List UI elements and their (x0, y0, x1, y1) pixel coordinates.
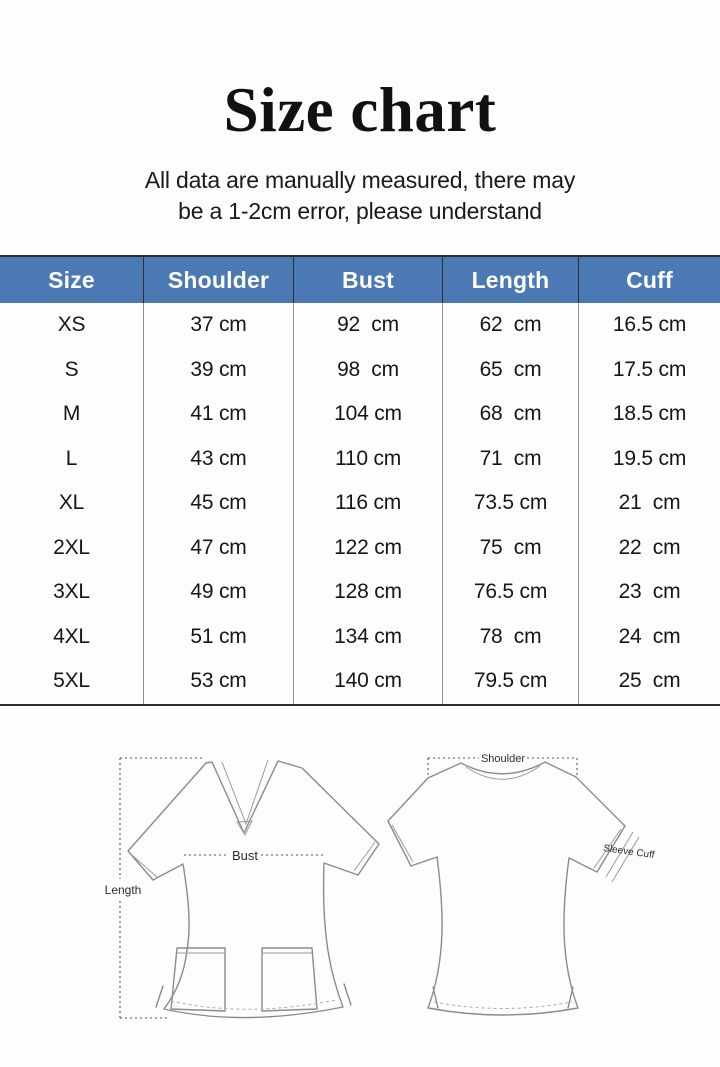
cell-length: 76.5 cm (442, 570, 578, 615)
cell-size: XL (58, 491, 85, 515)
cell-cuff: 18.5 cm (578, 392, 720, 437)
cell-shoulder: 41 cm (143, 392, 293, 437)
garment-measurement-diagram (0, 705, 720, 1067)
cell-bust: 128 cm (293, 570, 442, 615)
back-body-outline (388, 762, 625, 1015)
cell-size: 3XL (53, 580, 90, 604)
cell-length: 68 cm (442, 392, 578, 437)
cell-size: XS (57, 313, 86, 337)
subtitle-line-2: be a 1-2cm error, please understand (178, 198, 542, 224)
cell-bust: 134 cm (293, 615, 442, 660)
cell-bust: 98 cm (293, 348, 442, 393)
column-header-length: Length (442, 257, 578, 303)
cell-length: 78 cm (442, 615, 578, 660)
cell-length: 62 cm (442, 303, 578, 348)
size-table-header-row (0, 255, 720, 303)
front-right-slit (344, 984, 351, 1005)
cell-size: 4XL (53, 624, 90, 648)
cell-cuff: 19.5 cm (578, 437, 720, 482)
cell-size: 2XL (53, 535, 90, 559)
sleeve-cuff-label: Sleeve Cuff (602, 843, 656, 862)
cell-cuff: 25 cm (578, 659, 720, 704)
cell-bust: 104 cm (293, 392, 442, 437)
column-header-size: Size (48, 266, 95, 293)
shoulder-label: Shoulder (480, 753, 526, 765)
cell-cuff: 16.5 cm (578, 303, 720, 348)
size-table (0, 255, 720, 706)
cell-bust: 92 cm (293, 303, 442, 348)
cell-bust: 122 cm (293, 526, 442, 571)
subtitle-line-1: All data are manually measured, there may (144, 167, 576, 193)
cell-size: S (64, 357, 79, 381)
bust-label: Bust (231, 848, 259, 863)
cell-size: M (62, 402, 81, 426)
front-left-slit (156, 986, 163, 1007)
cell-shoulder: 47 cm (143, 526, 293, 571)
cell-shoulder: 45 cm (143, 481, 293, 526)
cell-cuff: 23 cm (578, 570, 720, 615)
back-view-drawing (388, 753, 655, 1015)
cell-cuff: 22 cm (578, 526, 720, 571)
cell-shoulder: 39 cm (143, 348, 293, 393)
cell-length: 79.5 cm (442, 659, 578, 704)
column-header-bust: Bust (293, 257, 442, 303)
cell-cuff: 24 cm (578, 615, 720, 660)
cell-length: 73.5 cm (442, 481, 578, 526)
length-label: Length (104, 883, 142, 897)
cell-shoulder: 43 cm (143, 437, 293, 482)
cell-size: 5XL (53, 669, 90, 693)
cell-shoulder: 53 cm (143, 659, 293, 704)
size-table-body (0, 303, 720, 706)
front-body-outline (128, 761, 379, 1018)
subtitle (0, 165, 720, 227)
front-view-drawing (105, 758, 379, 1018)
cell-bust: 116 cm (293, 481, 442, 526)
cell-shoulder: 51 cm (143, 615, 293, 660)
cell-shoulder: 49 cm (143, 570, 293, 615)
cell-cuff: 21 cm (578, 481, 720, 526)
cell-bust: 110 cm (293, 437, 442, 482)
cell-length: 65 cm (442, 348, 578, 393)
cell-length: 75 cm (442, 526, 578, 571)
cell-size: L (65, 446, 78, 470)
column-header-shoulder: Shoulder (143, 257, 293, 303)
cell-bust: 140 cm (293, 659, 442, 704)
cell-length: 71 cm (442, 437, 578, 482)
cell-cuff: 17.5 cm (578, 348, 720, 393)
column-header-cuff: Cuff (578, 257, 720, 303)
cell-shoulder: 37 cm (143, 303, 293, 348)
page-title: Size chart (223, 75, 497, 145)
